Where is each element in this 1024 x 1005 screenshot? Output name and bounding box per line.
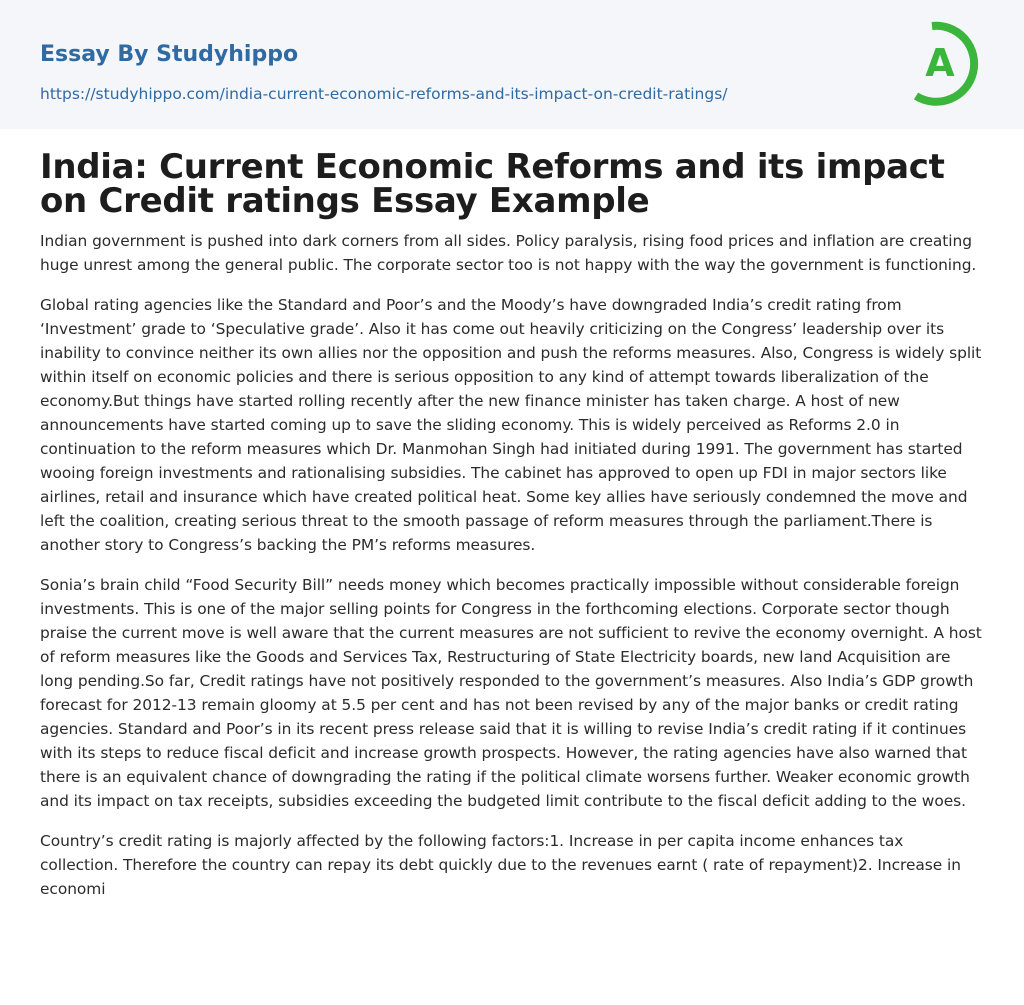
essay-paragraph: Sonia’s brain child “Food Security Bill” needs money which becomes practically impossible without considerable foreign investments. This is one of the major selling points for Congress in the forthcoming elections. Corporate sector though praise the current move is well aware that the current measures are not sufficient to revive the economy overnight. A host of reform measures like the Goods and Services Tax, Restructuring of State Electricity boards, new land Acquisition are long pending.So far, Credit ratings have not positively responded to the government’s measures. Also India’s GDP growth forecast for 2012-13 remain gloomy at 5.5 per cent and has not been revised by any of the major banks or credit rating agencies. Standard and Poor’s in its recent press release said that it is willing to revise India’s credit rating if it continues with its steps to reduce fiscal deficit and increase growth prospects. However, the rating agencies have also warned that there is an equivalent chance of downgrading the rating if the political climate worsens further. Weaker economic growth and its impact on tax receipts, subsidies exceeding the budgeted limit contribute to the fiscal deficit adding to the woes. — [40, 576, 982, 810]
studyhippo-logo[interactable] — [908, 18, 988, 106]
essay-paragraph: Country’s credit rating is majorly affected by the following factors:1. Increase in per capita income enhances tax collection. Therefore the country can repay its debt quickly due to the revenues earnt ( rate of repayment)2. Increase in economi — [40, 832, 961, 898]
essay-paragraph: Indian government is pushed into dark corners from all sides. Policy paralysis, rising food prices and inflation are creating huge unrest among the general public. The corporate sector too is not happy with the way the government is functioning. — [40, 232, 977, 274]
essay-paragraph: Global rating agencies like the Standard and Poor’s and the Moody’s have downgraded India’s credit rating from ‘Investment’ grade to ‘Speculative grade’. Also it has come out heavily criticizing on the Congress’ leadership over its inability to convince neither its own allies nor the opposition and push the reforms measures. Also, Congress is widely split within itself on economic policies and there is serious opposition to any kind of attempt towards liberalization of the economy.But things have started rolling recently after the new finance minister has taken charge. A host of new announcements have started coming up to save the sliding economy. This is widely perceived as Reforms 2.0 in continuation to the reform measures which Dr. Manmohan Singh had initiated during 1991. The government has started wooing foreign investments and rationalising subsidies. The cabinet has approved to open up FDI in major sectors like airlines, retail and insurance which have created political heat. Some key allies have seriously condemned the move and left the coalition, creating serious threat to the smooth passage of reform measures through the parliament.There is another story to Congress’s backing the PM’s reforms measures. — [40, 296, 982, 554]
site-brand-link[interactable]: Essay By Studyhippo — [40, 42, 299, 67]
logo-ring-icon — [908, 18, 988, 106]
site-header — [0, 0, 1024, 129]
logo-letter: A — [925, 41, 955, 85]
essay-title: India: Current Economic Reforms and its impact on Credit ratings Essay Example — [40, 147, 945, 221]
essay-body — [40, 229, 986, 917]
essay-url-link[interactable]: https://studyhippo.com/india-current-economic-reforms-and-its-impact-on-credit-ratings/ — [40, 85, 728, 103]
